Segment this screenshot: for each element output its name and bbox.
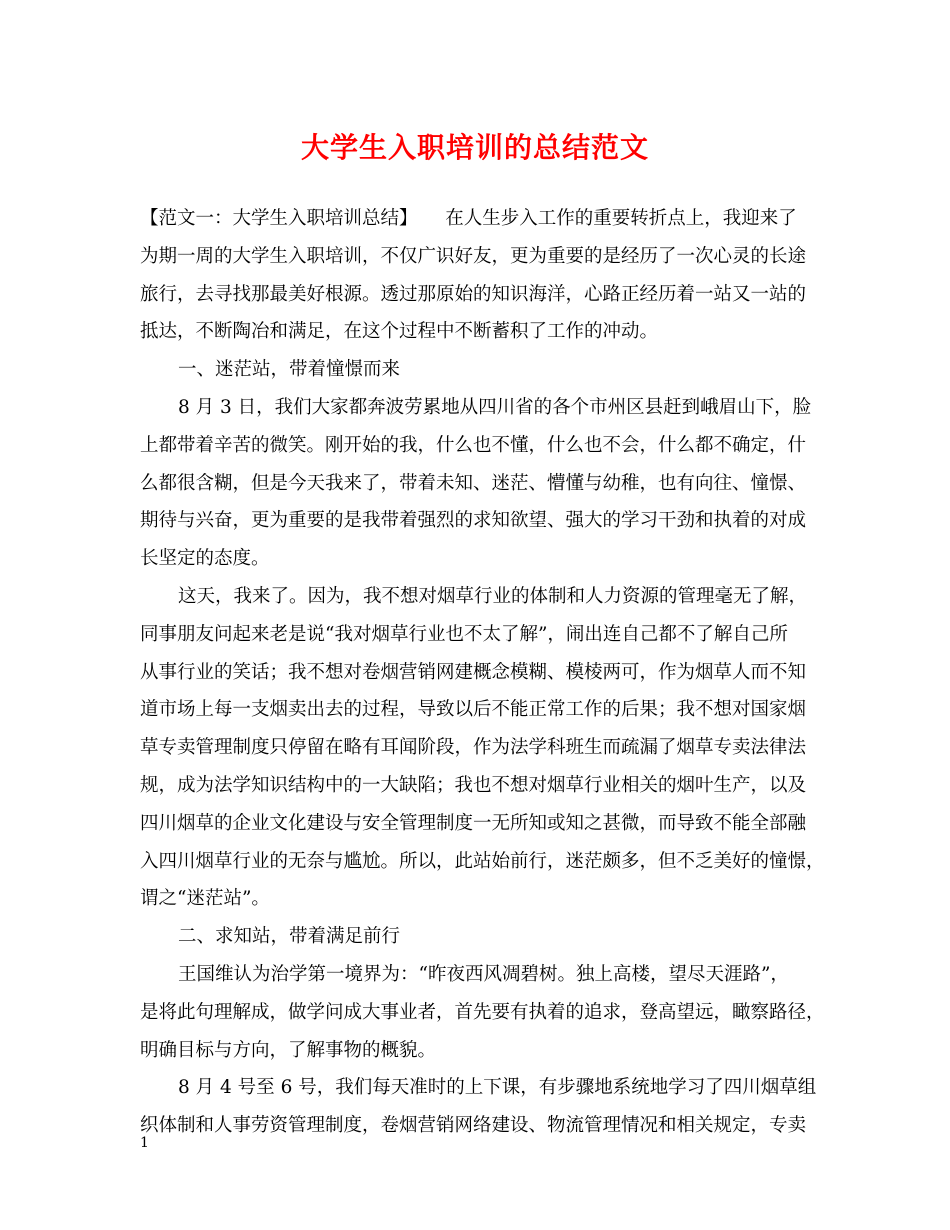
document-body xyxy=(140,200,825,1145)
paragraph-line: 谓之“迷茫站”。 xyxy=(140,888,270,910)
paragraph-line: 四川烟草的企业文化建设与安全管理制度一无所知或知之甚微，而导致不能全部融 xyxy=(140,812,807,834)
paragraph-line: 王国维认为治学第一境界为：“昨夜西风凋碧树。独上高楼，望尽天涯路”， xyxy=(178,963,789,985)
paragraph-line: 规，成为法学知识结构中的一大缺陷；我也不想对烟草行业相关的烟叶生产，以及 xyxy=(140,774,807,796)
paragraph-line: 入四川烟草行业的无奈与尴尬。所以，此站始前行，迷茫颇多，但不乏美好的憧憬， xyxy=(140,850,825,872)
paragraph-line: 旅行，去寻找那最美好根源。透过那原始的知识海洋，心路正经历着一站又一站的 xyxy=(140,283,807,305)
paragraph-line: 从事行业的笑话；我不想对卷烟营销网建概念模糊、模棱两可，作为烟草人而不知 xyxy=(140,661,807,683)
paragraph-line: 么都很含糊，但是今天我来了，带着未知、迷茫、懵懂与幼稚，也有向往、憧憬、 xyxy=(140,472,807,494)
paragraph-line: 明确目标与方向，了解事物的概貌。 xyxy=(140,1039,437,1061)
paragraph-line: 抵达，不断陶冶和满足，在这个过程中不断蓄积了工作的冲动。 xyxy=(140,321,659,343)
paragraph-line: 织体制和人事劳资管理制度，卷烟营销网络建设、物流管理情况和相关规定，专卖 xyxy=(140,1115,807,1137)
paragraph-line: 同事朋友问起来老是说“我对烟草行业也不太了解”，闹出连自己都不了解自己所 xyxy=(140,623,788,645)
paragraph-line: 道市场上每一支烟卖出去的过程，导致以后不能正常工作的后果；我不想对国家烟 xyxy=(140,699,807,721)
paragraph-line: 8 月 4 号至 6 号，我们每天准时的上下课，有步骤地系统地学习了四川烟草组 xyxy=(178,1077,817,1099)
paragraph-line: 上都带着辛苦的微笑。刚开始的我，什么也不懂，什么也不会，什么都不确定，什 xyxy=(140,434,807,456)
paragraph-line: 长坚定的态度。 xyxy=(140,548,270,570)
paragraph-line: 8 月 3 日，我们大家都奔波劳累地从四川省的各个市州区县赶到峨眉山下，脸 xyxy=(178,396,812,418)
paragraph-line: 期待与兴奋，更为重要的是我带着强烈的求知欲望、强大的学习干劲和执着的对成 xyxy=(140,510,807,532)
paragraph-line: 草专卖管理制度只停留在略有耳闻阶段，作为法学科班生而疏漏了烟草专卖法律法 xyxy=(140,737,807,759)
page-number: 1 xyxy=(140,1135,149,1151)
paragraph-line: 这天，我来了。因为，我不想对烟草行业的体制和人力资源的管理毫无了解， xyxy=(178,585,808,607)
document-title: 大学生入职培训的总结范文 xyxy=(300,131,649,164)
paragraph-line: 【范文一：大学生入职培训总结】 在人生步入工作的重要转折点上，我迎来了 xyxy=(140,208,797,229)
section-heading: 二、求知站，带着满足前行 xyxy=(178,926,401,948)
section-heading: 一、迷茫站，带着憧憬而来 xyxy=(178,359,401,381)
paragraph-line: 是将此句理解成，做学问成大事业者，首先要有执着的追求，登高望远，瞰察路径， xyxy=(140,1001,825,1023)
paragraph-line: 为期一周的大学生入职培训，不仅广识好友，更为重要的是经历了一次心灵的长途 xyxy=(140,245,807,267)
